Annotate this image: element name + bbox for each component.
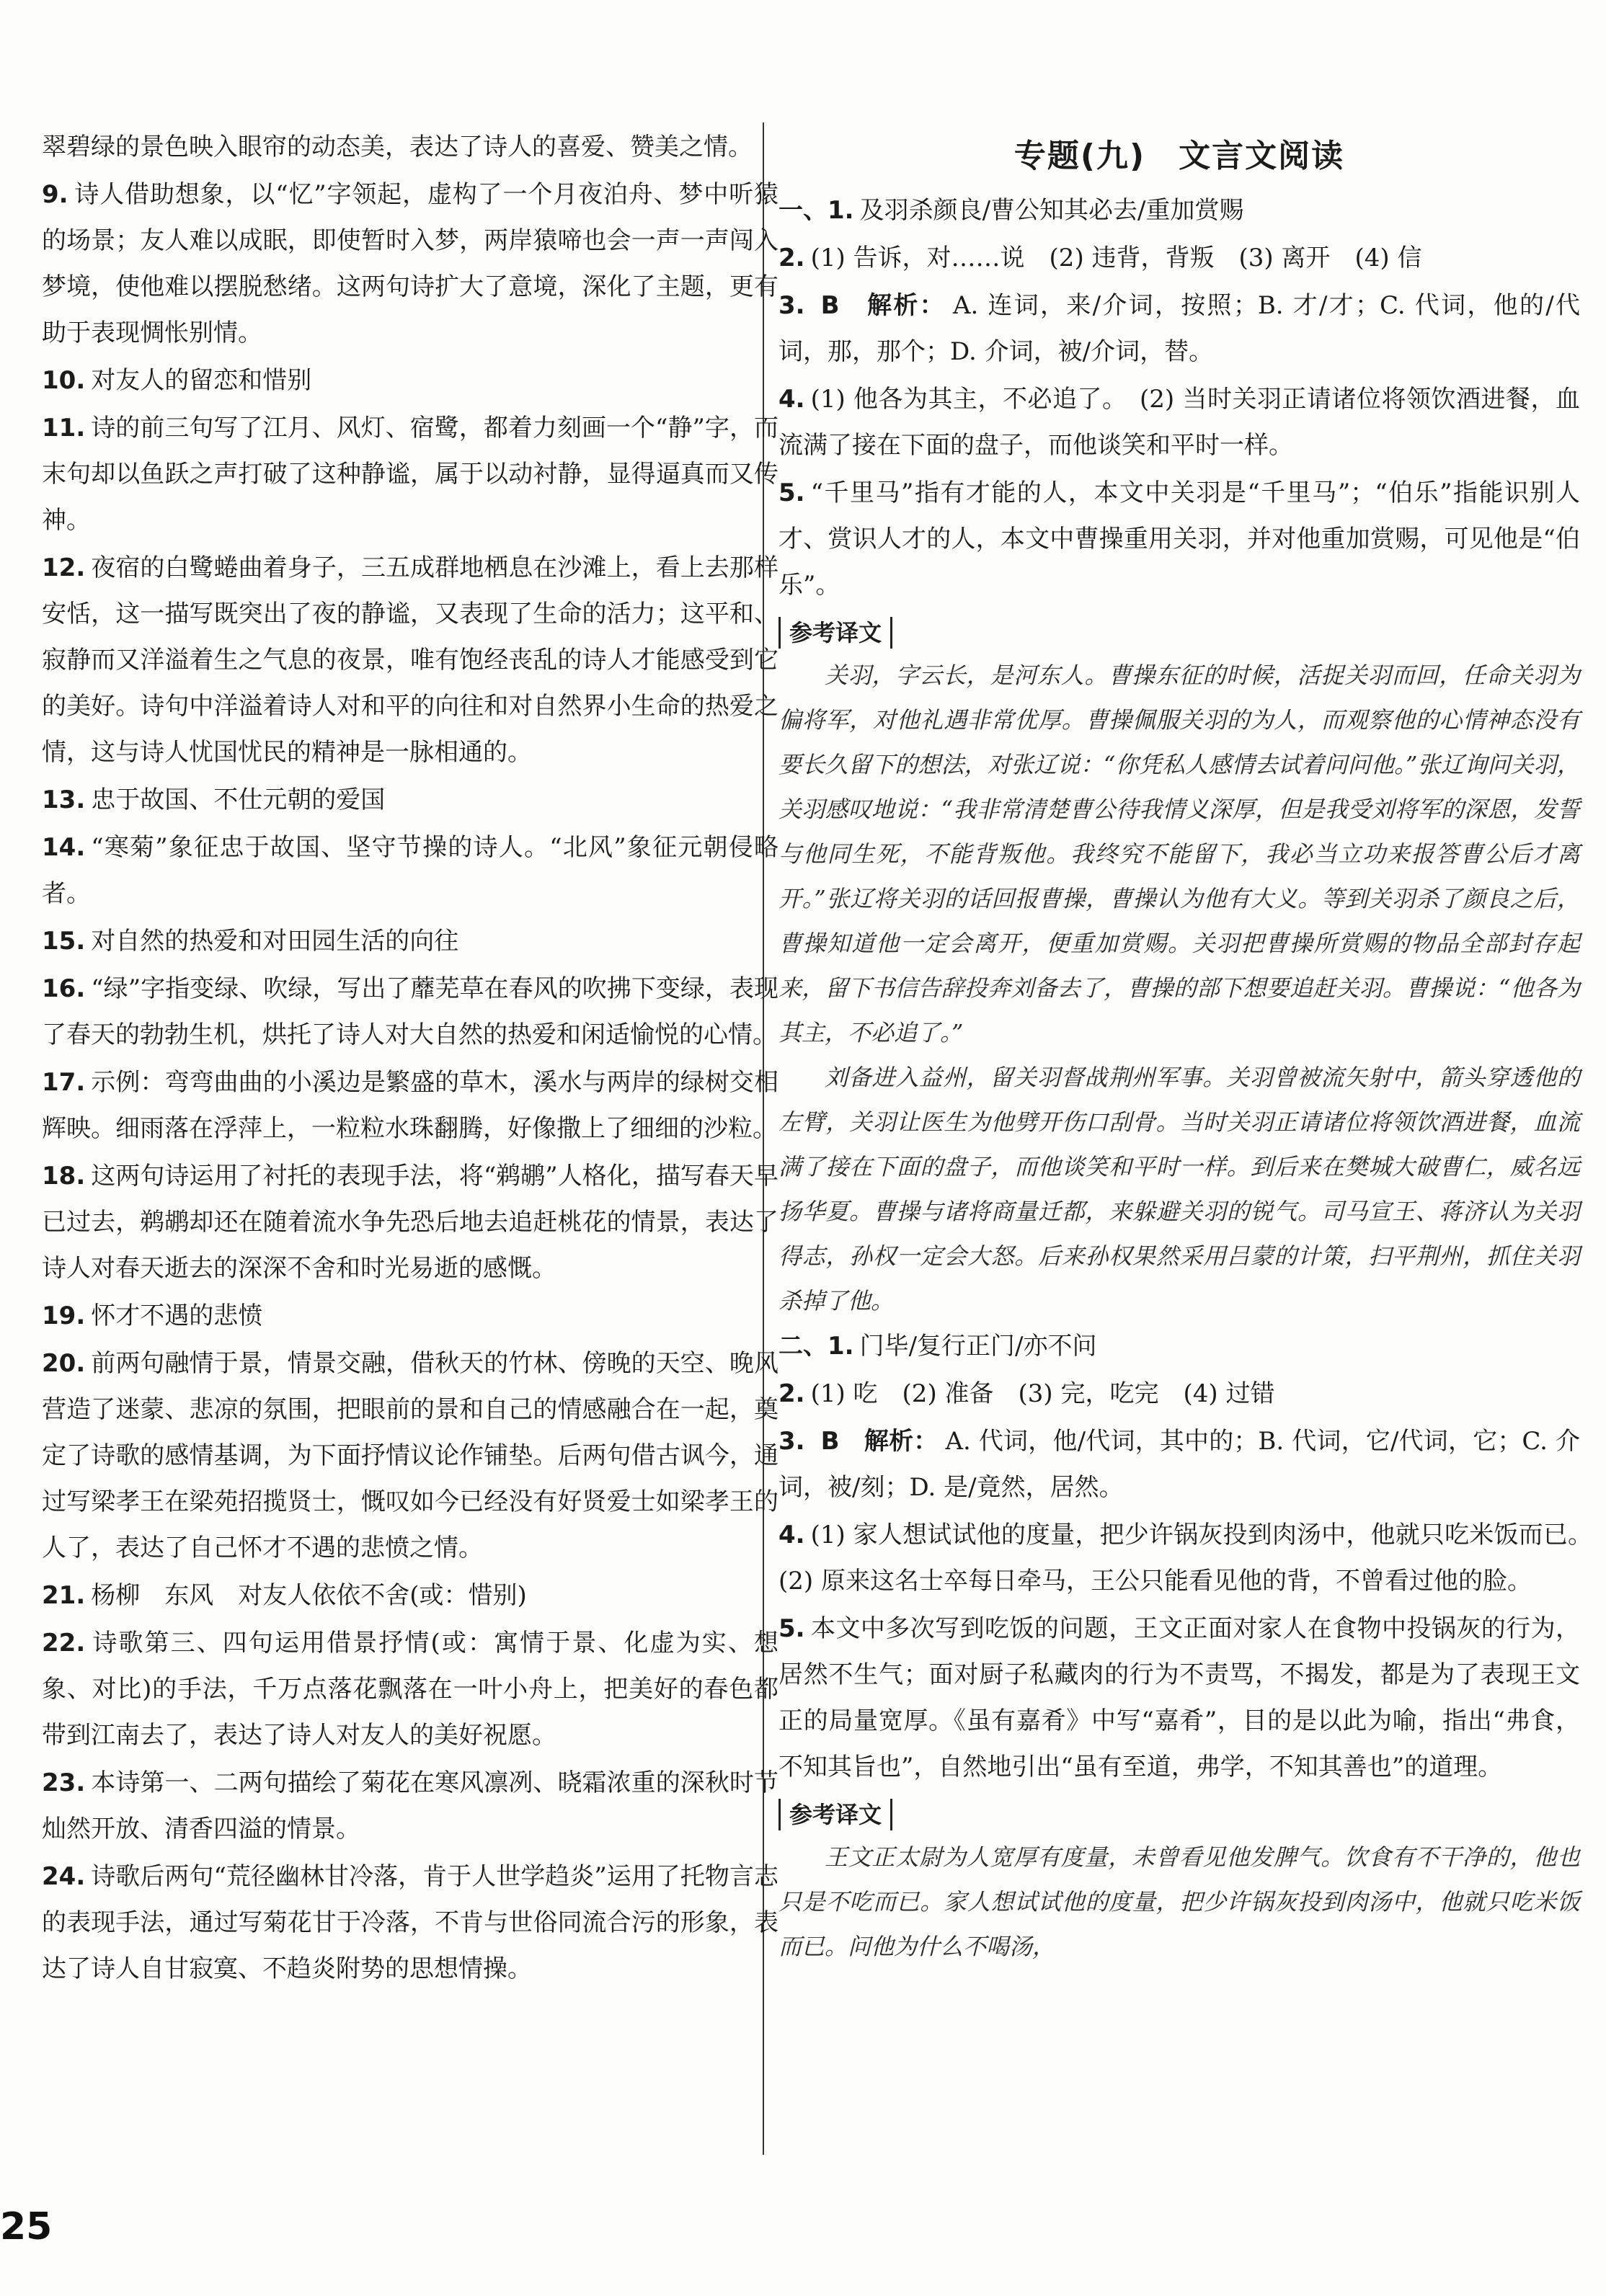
answer-number: 12. [42,553,86,582]
answer-item [42,172,778,356]
answer-number: 21. [42,1581,86,1610]
answer-number: 22. [42,1629,86,1658]
page-number: 25 [0,2205,53,2248]
answer-text: 翠碧绿的景色映入眼帘的动态美，表达了诗人的喜爱、赞美之情。 [42,133,753,161]
answer-number: 18. [42,1162,86,1191]
answer-text: 这两句诗运用了衬托的表现手法，将“鹈鹕”人格化，描写春天早已过去，鹈鹕却还在随着流水争先恐后地去追赶桃花的情景，表达了诗人对春天逝去的深深不舍和时光易逝的感慨。 [42,1162,778,1283]
left-column [42,124,778,1993]
reference-translation-label-2: 参考译文 [778,1799,892,1830]
answer-number: 19. [42,1301,86,1330]
answer-number: 3. [778,1427,805,1456]
answer-item [778,1512,1605,1604]
answer-text: A. 代词，他/代词，其中的；B. 代词，它/代词，它；C. 介词，被/刻；D. 是/竟然，居然。 [778,1427,1580,1502]
answer-number: 2. [778,1379,805,1408]
right-column [778,124,1605,1969]
answer-item [778,1371,1580,1417]
reference-translation-two [778,1835,1580,1969]
answer-text: 怀才不遇的悲愤 [91,1301,263,1330]
answer-number: 二、1. [778,1332,854,1361]
answer-item [42,918,778,964]
answer-text: 诗的前三句写了江月、风灯、宿鹭，都着力刻画一个“静”字，而末句却以鱼跃之声打破了这种静谧，属于以动衬静，显得逼真而又传神。 [42,414,778,535]
part-two-answers [778,1323,1605,1790]
answer-number: 17. [42,1068,86,1097]
answer-text: A. 连词，来/介词，按照；B. 才/才；C. 代词，他的/代词，那，那个；D. 介词，被/介词，替。 [778,291,1580,366]
answer-item [42,545,778,775]
answer-text: 夜宿的白鹭蜷曲着身子，三五成群地栖息在沙滩上，看上去那样安恬，这一描写既突出了夜的静谧，又表现了生命的活力；这平和、寂静而又洋溢着生之气息的夜景，唯有饱经丧乱的诗人才能感受到它的美好。诗句中洋溢着诗人对和平的向往和对自然界小生命的热爱之情，这与诗人忧国忧民的精神是一脉相通的。 [42,553,778,767]
answer-number: 4. [778,1521,805,1549]
answer-text: 诗人借助想象，以“忆”字领起，虚构了一个月夜泊舟、梦中听猿的场景；友人难以成眠，即使暂时入梦，两岸猿啼也会一声一声闯入梦境，使他难以摆脱愁绪。这两句诗扩大了意境，深化了主题，更有助于表现惆怅别情。 [42,180,778,347]
answer-item [42,1293,778,1339]
answer-item [42,1854,778,1992]
answer-text: 对自然的热爱和对田园生活的向往 [91,927,459,956]
answer-text: 忠于故国、不仕元朝的爱国 [91,786,386,814]
answer-text: “绿”字指变绿、吹绿，写出了蘼芜草在春风的吹拂下变绿，表现了春天的勃勃生机，烘托了诗人对大自然的热爱和闲适愉悦的心情。 [42,974,778,1049]
answer-item [778,376,1580,468]
translation-paragraph: 刘备进入益州，留关羽督战荆州军事。关羽曾被流矢射中，箭头穿透他的左臂，关羽让医生为他劈开伤口刮骨。当时关羽正请诸位将领饮酒进餐，血流满了接在下面的盘子，而他谈笑和平时一样。到后来在樊城大破曹仁，威名远扬华夏。曹操与诸将商量迁都，来躲避关羽的锐气。司马宣王、蒋济认为关羽得志，孙权一定会大怒。后来孙权果然采用吕蒙的计策，扫平荆州，抓住关羽杀掉了他。 [778,1064,1580,1314]
answer-text: (1) 吃 (2) 准备 (3) 完，吃完 (4) 过错 [810,1379,1275,1408]
part-one-answers [778,187,1580,608]
answer-item [42,1340,778,1571]
answer-text: (1) 他各为其主，不必追了。 (2) 当时关羽正请诸位将领饮酒进餐，血流满了接在下面的盘子，而他谈笑和平时一样。 [778,385,1580,460]
answer-item [42,1059,778,1152]
answer-number: 5. [778,479,805,507]
answer-item [42,824,778,917]
answer-text: 诗歌第三、四句运用借景抒情(或：寓情于景、化虚为实、想象、对比)的手法，千万点落花飘落在一叶小舟上，把美好的春色都带到江南去了，表达了诗人对友人的美好祝愿。 [42,1629,778,1750]
answer-number: 24. [42,1862,86,1891]
answer-text: 前两句融情于景，情景交融，借秋天的竹林、傍晚的天空、晚风营造了迷蒙、悲凉的氛围，把眼前的景和自己的情感融合在一起，奠定了诗歌的感情基调，为下面抒情议论作铺垫。后两句借古讽今，通过写梁孝王在梁苑招揽贤士，慨叹如今已经没有好贤爱士如梁孝王的人了，表达了自己怀才不遇的悲愤之情。 [42,1349,778,1562]
answer-item [42,1760,778,1852]
answer-item [778,282,1580,375]
answer-text: (1) 告诉，对……说 (2) 违背，背叛 (3) 离开 (4) 信 [810,244,1422,272]
answer-number: 9. [42,180,68,209]
answer-number: 5. [778,1614,805,1643]
answer-number: 11. [42,414,86,442]
answer-number: 4. [778,385,805,414]
answer-number: 23. [42,1768,86,1797]
answer-text: 杨柳 东风 对友人依依不舍(或：惜别) [91,1581,527,1610]
answer-item [42,1572,778,1619]
answer-text: 本文中多次写到吃饭的问题，王文正面对家人在食物中投锅灰的行为，居然不生气；面对厨子私藏肉的行为不责骂，不揭发，都是为了表现王文正的局量宽厚。《虽有嘉肴》中写“嘉肴”，目的是以此为喻，指出“弗食，不知其旨也”，自然地引出“虽有至道，弗学，不知其善也”的道理。 [778,1614,1580,1781]
answer-item [42,1153,778,1291]
answer-tag: B 解析： [820,1427,939,1456]
answer-text: 对友人的留恋和惜别 [91,366,312,395]
answer-text: (1) 家人想试试他的度量，把少许锅灰投到肉汤中，他就只吃米饭而已。 (2) 原来这名士卒每日牵马，王公只能看见他的背，不曾看过他的脸。 [778,1521,1605,1596]
answer-item [778,235,1580,281]
reference-translation-one [778,653,1580,1323]
answer-text: 示例：弯弯曲曲的小溪边是繁盛的草木，溪水与两岸的绿树交相辉映。细雨落在浮萍上，一粒粒水珠翻腾，好像撒上了细细的沙粒。 [42,1068,778,1143]
answer-number: 3. [778,291,805,320]
answer-text: “千里马”指有才能的人，本文中关羽是“千里马”；“伯乐”指能识别人才、赏识人才的人，本文中曹操重用关羽，并对他重加赏赐，可见他是“伯乐”。 [778,479,1580,600]
answer-number: 16. [42,974,86,1003]
answer-text: 及羽杀颜良/曹公知其必去/重加赏赐 [859,196,1244,225]
translation-paragraph: 关羽，字云长，是河东人。曹操东征的时候，活捉关羽而回，任命关羽为偏将军，对他礼遇非常优厚。曹操佩服关羽的为人，而观察他的心情神态没有要长久留下的想法，对张辽说：“你凭私人感情去试着问问他。”张辽询问关羽，关羽感叹地说：“我非常清楚曹公待我情义深厚，但是我受刘将军的深恩，发誓与他同生死，不能背叛他。我终究不能留下，我必当立功来报答曹公后才离开。”张辽将关羽的话回报曹操，曹操认为他有大义。等到关羽杀了颜良之后，曹操知道他一定会离开，便重加赏赐。关羽把曹操所赏赐的物品全部封存起来，留下书信告辞投奔刘备去了，曹操的部下想要追赶关羽。曹操说：“他各为其主，不必追了。” [778,662,1580,1046]
answer-number: 2. [778,244,805,272]
answer-number: 一、1. [778,196,854,225]
answer-number: 14. [42,833,86,862]
answer-item [42,405,778,543]
answer-item [778,187,1580,233]
answer-item [778,1323,1580,1369]
reference-translation-label: 参考译文 [778,617,892,649]
answer-number: 13. [42,786,86,814]
answer-text: 本诗第一、二两句描绘了菊花在寒风凛冽、晓霜浓重的深秋时节灿然开放、清香四溢的情景。 [42,1768,778,1843]
answer-text: “寒菊”象征忠于故国、坚守节操的诗人。“北风”象征元朝侵略者。 [42,833,778,908]
answer-item [778,1418,1580,1510]
answer-number: 20. [42,1349,86,1378]
answer-item [42,1620,778,1758]
answer-item [42,777,778,823]
answer-item [778,1606,1580,1790]
answer-item [42,357,778,404]
section-title: 专题(九) 文言文阅读 [1013,138,1345,174]
answer-number: 10. [42,366,86,395]
answer-item [42,124,778,170]
answer-item [42,966,778,1058]
answer-text: 门毕/复行正门/亦不问 [859,1332,1097,1361]
answer-text: 诗歌后两句“荒径幽林甘冷落，肯于人世学趋炎”运用了托物言志的表现手法，通过写菊花甘于冷落，不肯与世俗同流合污的形象，表达了诗人自甘寂寞、不趋炎附势的思想情操。 [42,1862,778,1983]
answer-tag: B 解析： [820,291,946,320]
translation-paragraph: 王文正太尉为人宽厚有度量，未曾看见他发脾气。饮食有不干净的，他也只是不吃而已。家人想试试他的度量，把少许锅灰投到肉汤中，他就只吃米饭而已。问他为什么不喝汤， [778,1843,1580,1960]
answer-number: 15. [42,927,86,956]
answer-item [778,470,1580,608]
